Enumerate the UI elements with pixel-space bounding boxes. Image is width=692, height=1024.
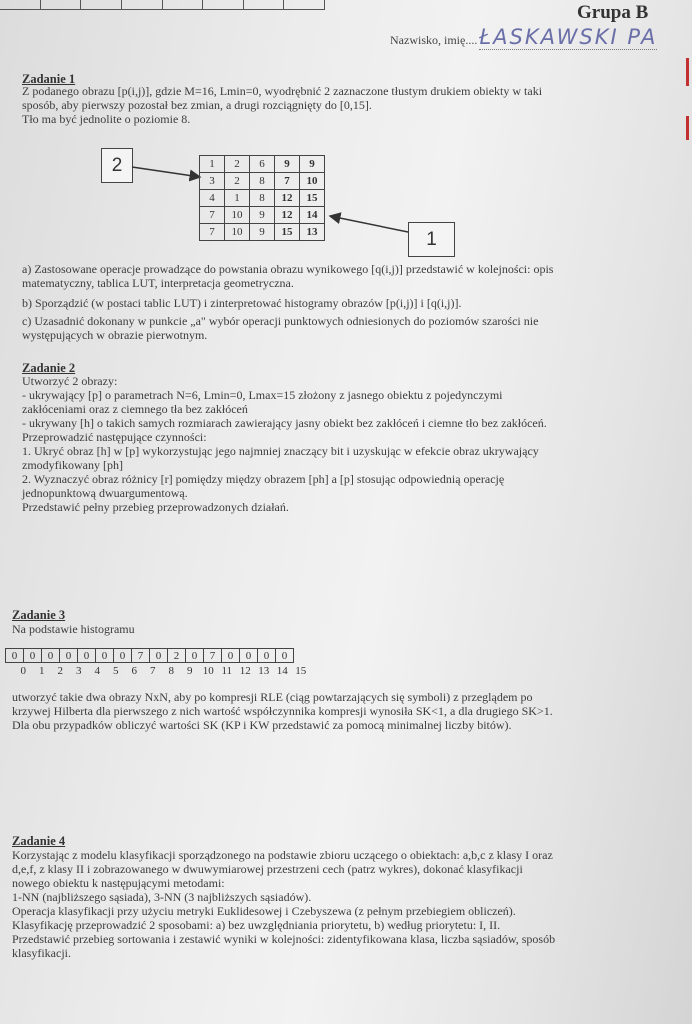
arrow-to-object-2 [132,167,200,177]
task1-question-line: c) Uzasadnić dokonany w punkcie „a" wybór operacji punktowych odniesionych do poziomów szarości nie [22,314,539,328]
matrix-cell: 15 [275,224,300,241]
task1-line: sposób, aby pierwszy pozostał bez zmian, a drugi rozciągnięty do [0,15]. [22,98,372,112]
task2-text [22,374,670,514]
task2-line: Przeprowadzić następujące czynności: [22,430,207,444]
task1-question-line: a) Zastosowane operacje prowadzące do powstania obrazu wynikowego [q(i,j)] przedstawić w kolejności: opis [22,262,554,276]
matrix-row [200,190,325,207]
task2-line: Utworzyć 2 obrazy: [22,374,118,388]
histogram-index-label: 14 [276,665,288,677]
task1-question-line: matematyczny, tablica LUT, interpretacja geometryczna. [22,276,294,290]
matrix-cell: 9 [275,156,300,173]
task1-questions [22,262,667,342]
histogram-table [5,648,294,663]
histogram-index-label: 7 [150,665,156,677]
matrix-cell: 7 [275,173,300,190]
object-label-2: 2 [101,148,133,183]
histogram-index-label: 9 [187,665,193,677]
histogram-index-label: 2 [57,665,63,677]
histogram-value-cell: 0 [186,649,204,663]
histogram-index-label: 12 [239,665,251,677]
matrix-cell: 9 [250,224,275,241]
task4-line: 1-NN (najbliższego sąsiada), 3-NN (3 najbliższych sąsiadów). [12,890,312,904]
matrix-cell: 12 [275,190,300,207]
arrows [0,0,692,300]
matrix-row [200,207,325,224]
histogram-value-cell: 0 [258,649,276,663]
histogram-index-label: 1 [39,665,45,677]
task3-line: utworzyć takie dwa obrazy NxN, aby po kompresji RLE (ciąg powtarzających się symboli) z przeglądem po [12,690,533,704]
task2-title: Zadanie 2 [22,361,76,375]
histogram-index-label: 15 [295,665,307,677]
task2-line: zakłóceniami oraz z ciemnego tła bez zakłóceń [22,402,248,416]
histogram-value-cell: 0 [42,649,60,663]
matrix-cell: 4 [200,190,225,207]
name-value: ŁASKAWSKI PA [479,25,658,49]
task4-line: Przedstawić przebieg sortowania i zestawić wyniki w kolejności: zidentyfikowana klasa, liczba sąsiadów, sposób [12,932,556,946]
matrix-row [200,224,325,241]
task4-line: Operacja klasyfikacji przy użyciu metryki Euklidesowej i Czebyszewa (z pełnym przebiegiem obliczeń). [12,904,516,918]
matrix-cell: 2 [225,156,250,173]
matrix-cell: 3 [200,173,225,190]
matrix-cell: 6 [250,156,275,173]
task4-line: Klasyfikację przeprowadzić 2 sposobami: a) bez uwzględniania priorytetu, b) według priorytetu: I, II. [12,918,501,932]
matrix-cell: 8 [250,173,275,190]
task4-text [12,848,664,960]
histogram-value-cell: 7 [132,649,150,663]
histogram-value-cell: 2 [168,649,186,663]
matrix-cell: 2 [225,173,250,190]
matrix-cell: 9 [250,207,275,224]
image-matrix [199,155,325,241]
task3-intro: Na podstawie histogramu [12,622,135,636]
task4-line: d,e,f, z klasy II i zobrazowanego w dwuwymiarowej przestrzeni cech (patrz wykres), dokonać klasyfikacji [12,862,523,876]
histogram-value-cell: 7 [204,649,222,663]
histogram-index-label: 5 [113,665,119,677]
task2-line: jednopunktową dwuargumentową. [22,486,188,500]
histogram-index-label: 3 [76,665,82,677]
matrix-cell: 10 [225,207,250,224]
histogram-value-cell: 0 [222,649,240,663]
matrix-cell: 7 [200,224,225,241]
matrix-cell: 15 [300,190,325,207]
matrix-row [200,156,325,173]
object-label-1: 1 [408,222,455,257]
task3-line: krzywej Hilberta dla pierwszego z nich wartość współczynnika kompresji wynosiła SK<1, a dla drugiego SK>1. [12,704,553,718]
task1-line: Z podanego obrazu [p(i,j)], gdzie M=16, Lmin=0, wyodrębnić 2 zaznaczone tłustym drukiem obiekty w taki [22,84,543,98]
histogram-value-cell: 0 [114,649,132,663]
arrow-to-object-1 [330,216,408,232]
task1-line: Tło ma być jednolite o poziomie 8. [22,112,191,126]
matrix-cell: 1 [225,190,250,207]
histogram-index-label: 11 [221,665,233,677]
histogram-value-cell: 0 [24,649,42,663]
histogram-index-label: 10 [202,665,214,677]
task1-title: Zadanie 1 [22,72,76,86]
task2-line: zmodyfikowany [ph] [22,458,123,472]
matrix-cell: 7 [200,207,225,224]
matrix-cell: 14 [300,207,325,224]
histogram-index-label: 4 [94,665,100,677]
histogram-index-label: 6 [131,665,137,677]
histogram-index-label: 0 [20,665,26,677]
task3-text [12,690,664,732]
task4-line: nowego obiektu k następującymi metodami: [12,876,225,890]
histogram-value-cell: 0 [78,649,96,663]
task4-title: Zadanie 4 [12,834,66,848]
task3-title: Zadanie 3 [12,608,66,622]
task2-line: - ukrywany [h] o takich samych rozmiarach zawierający jasny obiekt bez zakłóceń i ciemne tło bez zakłóceń. [22,416,547,430]
task1-question-line: występujących w obrazie pierwotnym. [22,328,208,342]
matrix-cell: 1 [200,156,225,173]
matrix-cell: 8 [250,190,275,207]
task3-line: Dla obu przypadków obliczyć wartości SK (KP i KW przedstawić za pomocą minimalnej liczby bitów). [12,718,512,732]
matrix-cell: 12 [275,207,300,224]
task2-line: 1. Ukryć obraz [h] w [p] wykorzystując jego najmniej znaczący bit i uzyskując w efekcie obraz ukrywający [22,444,539,458]
histogram-value-cell: 0 [60,649,78,663]
task2-line: Przedstawić pełny przebieg przeprowadzonych działań. [22,500,289,514]
histogram-value-cell: 0 [96,649,114,663]
matrix-cell: 9 [300,156,325,173]
histogram-value-cell: 0 [150,649,168,663]
matrix-cell: 13 [300,224,325,241]
task4-line: Korzystając z modelu klasyfikacji sporządzonego na podstawie zbioru uczącego o obiektach: a,b,c z klasy I oraz [12,848,553,862]
task2-line: - ukrywający [p] o parametrach N=6, Lmin=0, Lmax=15 złożony z jasnego obiektu z pojedynczymi [22,388,503,402]
task1-question-line: b) Sporządzić (w postaci tablic LUT) i zinterpretować histogramy obrazów [p(i,j)] i [q(i,j)]. [22,296,462,310]
histogram-value-cell: 0 [276,649,294,663]
histogram-value-cell: 0 [6,649,24,663]
histogram-index-label: 13 [258,665,270,677]
histogram-index-label: 8 [168,665,174,677]
name-label: Nazwisko, imię.... [390,33,478,47]
task2-line: 2. Wyznaczyć obraz różnicy [r] pomiędzy między obrazem [ph] a [p] stosując odpowiednią operację [22,472,505,486]
histogram-index-row [14,665,310,677]
histogram-value-cell: 0 [240,649,258,663]
matrix-cell: 10 [225,224,250,241]
matrix-cell: 10 [300,173,325,190]
group-label: Grupa B [577,2,649,23]
matrix-row [200,173,325,190]
task4-line: klasyfikacji. [12,946,71,960]
